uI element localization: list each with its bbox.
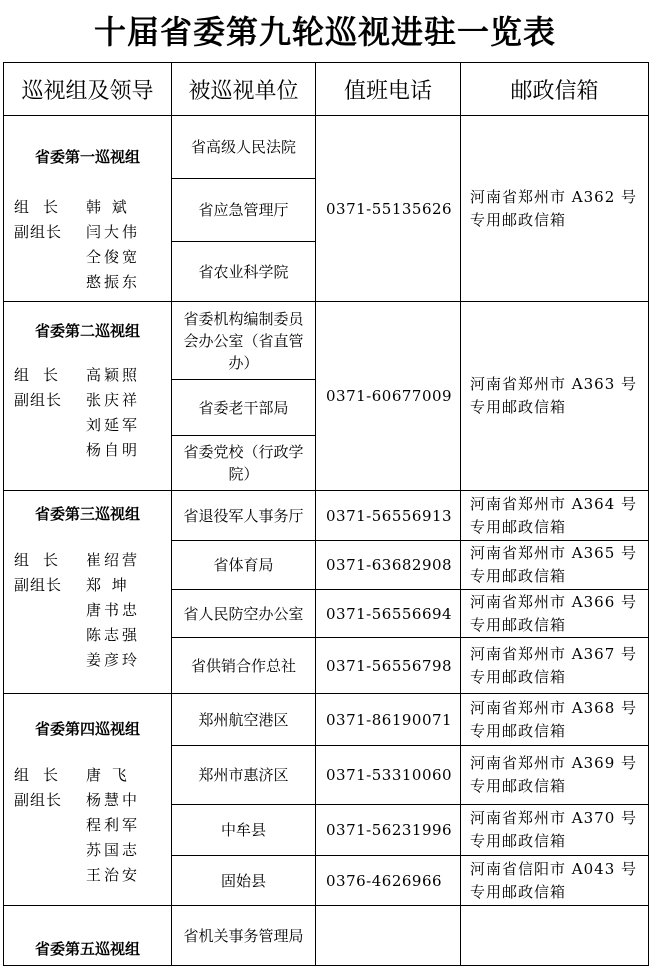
inspected-unit: 省应急管理厅 [172,179,316,242]
member-name: 苏国志 [86,841,141,859]
member-name: 仝俊宽 [86,248,141,266]
member-name: 杨自明 [86,441,141,459]
group-name: 省委第一巡视组 [34,148,140,166]
inspected-unit: 省退役军人事务厅 [172,491,316,541]
group-cell-4 [4,694,172,906]
group-name: 省委第二巡视组 [34,322,140,340]
duty-phone: 0371-56231996 [316,805,461,856]
group-name: 省委第五巡视组 [34,940,140,958]
member-role: 组长 [14,551,73,569]
member-name: 王治安 [86,866,141,884]
member-name: 程利军 [86,816,141,834]
group-cell-1 [4,116,172,302]
inspected-unit: 郑州市惠济区 [172,746,316,805]
duty-phone: 0371-63682908 [316,541,461,590]
inspected-unit: 省委老干部局 [172,380,316,436]
group-cell-2 [4,302,172,491]
inspected-unit: 省体育局 [172,541,316,590]
member-name: 崔绍营 [86,551,141,569]
postal-mailbox: 河南省郑州市 A362 号专用邮政信箱 [461,116,649,302]
group-members [4,548,171,673]
member-name: 杨慧中 [86,791,141,809]
member-role: 副组长 [14,223,63,241]
postal-mailbox: 河南省郑州市 A365 号专用邮政信箱 [461,541,649,590]
group-name: 省委第四巡视组 [34,720,140,738]
table-row [4,116,649,179]
header-duty-phone: 值班电话 [316,63,461,116]
duty-phone: 0376-4626966 [316,856,461,906]
member-name: 韩 斌 [86,198,130,216]
duty-phone: 0371-86190071 [316,694,461,746]
postal-mailbox: 河南省郑州市 A369 号专用邮政信箱 [461,746,649,805]
member-role: 副组长 [14,576,63,594]
duty-phone [316,906,461,966]
postal-mailbox: 河南省郑州市 A370 号专用邮政信箱 [461,805,649,856]
member-role: 副组长 [14,391,63,409]
table-row [4,694,649,746]
group-members [4,195,171,295]
duty-phone: 0371-56556798 [316,638,461,694]
member-name: 唐 飞 [86,766,130,784]
table-row [4,906,649,966]
member-name: 高颖照 [86,366,141,384]
group-name: 省委第三巡视组 [34,505,140,523]
inspected-unit: 省委党校（行政学院） [172,436,316,491]
member-name: 姜彦玲 [86,651,141,669]
member-name: 陈志强 [86,626,141,644]
postal-mailbox: 河南省郑州市 A368 号专用邮政信箱 [461,694,649,746]
header-group-leaders: 巡视组及领导 [4,63,172,116]
table-row [4,491,649,541]
inspected-unit: 中牟县 [172,805,316,856]
header-postal-mailbox: 邮政信箱 [461,63,649,116]
member-role: 组长 [14,766,73,784]
member-name: 张庆祥 [86,391,141,409]
member-role: 副组长 [14,791,63,809]
duty-phone: 0371-60677009 [316,302,461,491]
inspected-unit: 省人民防空办公室 [172,590,316,638]
inspected-unit: 省委机构编制委员会办公室（省直管办） [172,302,316,380]
postal-mailbox [461,906,649,966]
group-members [4,763,171,888]
member-name: 刘延军 [86,416,141,434]
member-name: 郑 坤 [86,576,130,594]
inspection-table [3,62,649,966]
inspected-unit: 固始县 [172,856,316,906]
duty-phone: 0371-55135626 [316,116,461,302]
postal-mailbox: 河南省郑州市 A364 号专用邮政信箱 [461,491,649,541]
member-role: 组长 [14,366,73,384]
header-inspected-unit: 被巡视单位 [172,63,316,116]
member-role: 组长 [14,198,73,216]
postal-mailbox: 河南省郑州市 A363 号专用邮政信箱 [461,302,649,491]
inspected-unit: 省供销合作总社 [172,638,316,694]
inspected-unit: 省机关事务管理局 [172,906,316,966]
duty-phone: 0371-56556694 [316,590,461,638]
header-row [4,63,649,116]
group-members [4,363,171,463]
group-cell-5 [4,906,172,966]
member-name: 闫大伟 [86,223,141,241]
postal-mailbox: 河南省信阳市 A043 号专用邮政信箱 [461,856,649,906]
duty-phone: 0371-56556913 [316,491,461,541]
page-title: 十届省委第九轮巡视进驻一览表 [93,13,556,51]
inspected-unit: 省农业科学院 [172,242,316,302]
postal-mailbox: 河南省郑州市 A367 号专用邮政信箱 [461,638,649,694]
group-cell-3 [4,491,172,694]
table-row [4,302,649,380]
member-name: 唐书忠 [86,601,141,619]
duty-phone: 0371-53310060 [316,746,461,805]
member-name: 憨振东 [86,273,141,291]
inspected-unit: 省高级人民法院 [172,116,316,179]
postal-mailbox: 河南省郑州市 A366 号专用邮政信箱 [461,590,649,638]
inspected-unit: 郑州航空港区 [172,694,316,746]
